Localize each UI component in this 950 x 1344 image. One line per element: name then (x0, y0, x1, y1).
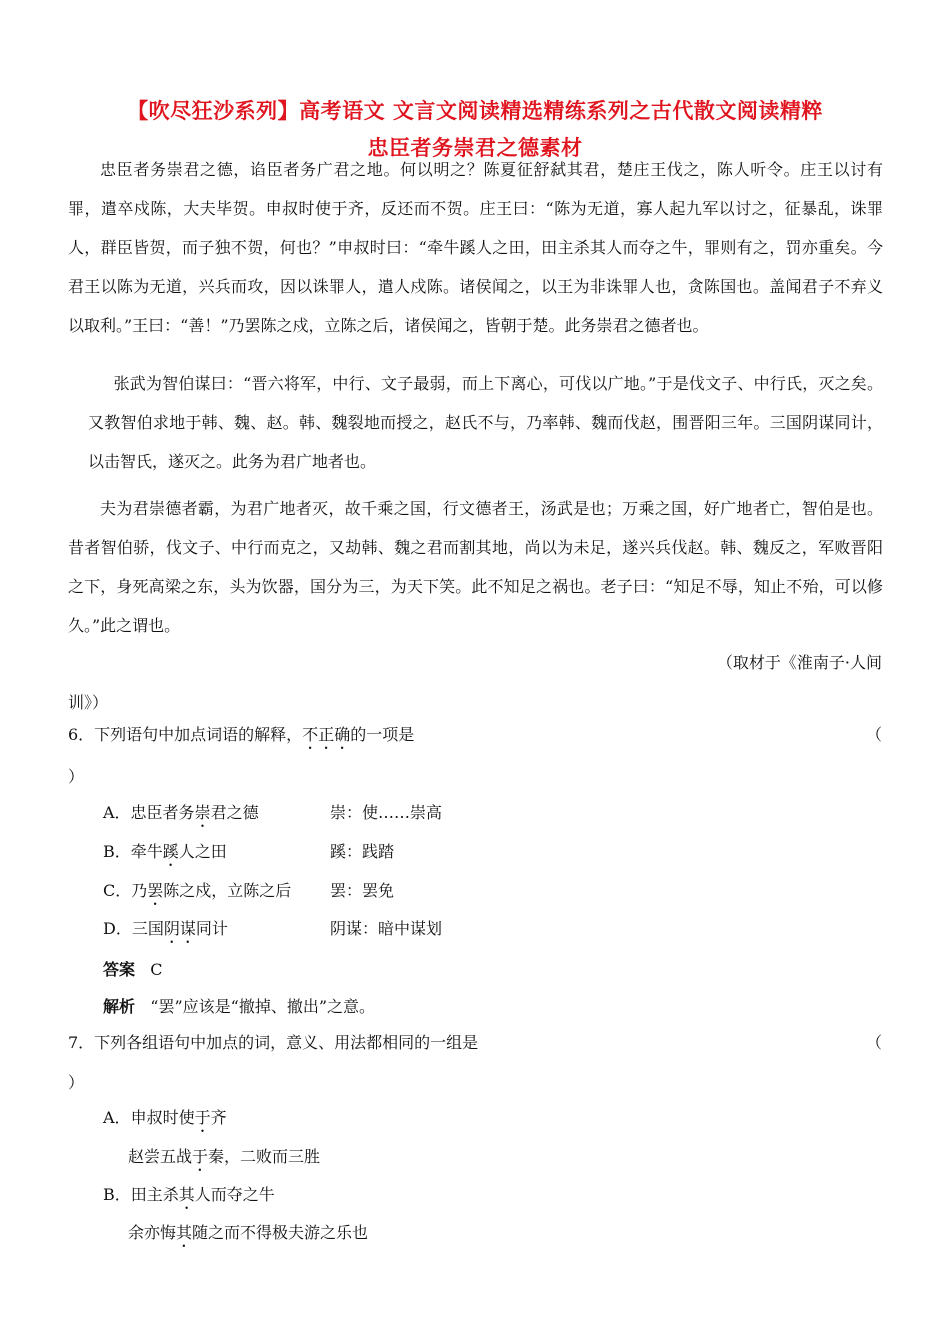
q7-option-a-2: 赵尝五战于秦，二败而三胜 (128, 1147, 321, 1166)
document-subtitle: 忠臣者务崇君之德素材 (367, 135, 583, 160)
answer-value: C (150, 960, 163, 979)
passage-paragraph-3: 夫为君崇德者霸，为君广地者灭，故千乘之国，行文德者王，汤武是也；万乘之国，好广地者亡，智伯是也。昔者智伯骄，伐文子、中行而克之，又劫韩、魏之君而割其地，尚以为未足，遂兴兵伐赵。韩、魏反之，军败晋阳之下，身死高梁之东，头为饮器，国分为三，为天下笑。此不知足之祸也。老子曰：“知足不辱，知止不殆，可以修久。”此之谓也。 (68, 499, 883, 635)
option-b-gloss: 蹊：践踏 (330, 842, 395, 861)
option-a-gloss: 崇：使……崇高 (330, 803, 443, 822)
question-7-paren-close: ） (68, 1073, 85, 1092)
analysis-label: 解析 (103, 997, 136, 1016)
question-7: 7．下列各组语句中加点的词，意义、用法都相同的一组是 (68, 1033, 479, 1052)
option-c-gloss: 罢：罢免 (330, 881, 395, 900)
answer (103, 957, 163, 980)
analysis-text: “罢”应该是“撤掉、撤出”之意。 (150, 997, 376, 1016)
question-6-paren-close: ） (68, 767, 85, 786)
source-citation: （取材于《淮南子·人间 (716, 653, 882, 672)
question-7-paren-open: （ (865, 1033, 882, 1052)
passage-paragraph-2: 张武为智伯谋曰：“晋六将军，中行、文子最弱，而上下离心，可伐以广地。”于是伐文子、中行氏，灭之矣。又教智伯求地于韩、魏、赵。韩、魏裂地而授之，赵氏不与，乃率韩、魏而伐赵，围晋阳三年。三国阴谋同计，以击智氏，遂灭之。此务为君广地者也。 (88, 374, 883, 471)
dotted-words: 不正确 (302, 725, 351, 744)
option-d-gloss: 阴谋：暗中谋划 (330, 919, 443, 938)
question-6: 6．下列语句中加点词语的解释，不正确的一项是 (68, 725, 415, 744)
option-d: D．三国阴谋同计 (103, 919, 228, 938)
document-title: 【吹尽狂沙系列】高考语文 文言文阅读精选精练系列之古代散文阅读精粹 (127, 98, 823, 123)
q7-option-b-1: B．田主杀其人而夺之牛 (103, 1185, 275, 1204)
q7-option-a-1: A．申叔时使于齐 (103, 1108, 227, 1127)
q7-option-b-2: 余亦悔其随之而不得极夫游之乐也 (128, 1223, 369, 1242)
passage-paragraph-1: 忠臣者务崇君之德，谄臣者务广君之地。何以明之？陈夏征舒弑其君，楚庄王伐之，陈人听令。庄王以讨有罪，遣卒戍陈，大夫毕贺。申叔时使于齐，反还而不贺。庄王曰：“陈为无道，寡人起九军以讨之，征暴乱，诛罪人，群臣皆贺，而子独不贺，何也？”申叔时曰：“牵牛蹊人之田，田主杀其人而夺之牛，罪则有之，罚亦重矣。今君王以陈为无道，兴兵而攻，因以诛罪人，遣人戍陈。诸侯闻之，以王为非诛罪人也，贪陈国也。盖闻君子不弃义以取利。”王曰：“善！”乃罢陈之戍，立陈之后，诸侯闻之，皆朝于楚。此务崇君之德者也。 (68, 160, 883, 335)
answer-label: 答案 (103, 960, 136, 979)
option-b: B．牵牛蹊人之田 (103, 842, 227, 861)
source-citation-end: 训》） (68, 693, 109, 712)
option-a: A．忠臣者务崇君之德 (103, 803, 259, 822)
option-c: C．乃罢陈之戍，立陈之后 (103, 881, 292, 900)
analysis (103, 994, 375, 1017)
question-6-paren-open: （ (865, 725, 882, 744)
